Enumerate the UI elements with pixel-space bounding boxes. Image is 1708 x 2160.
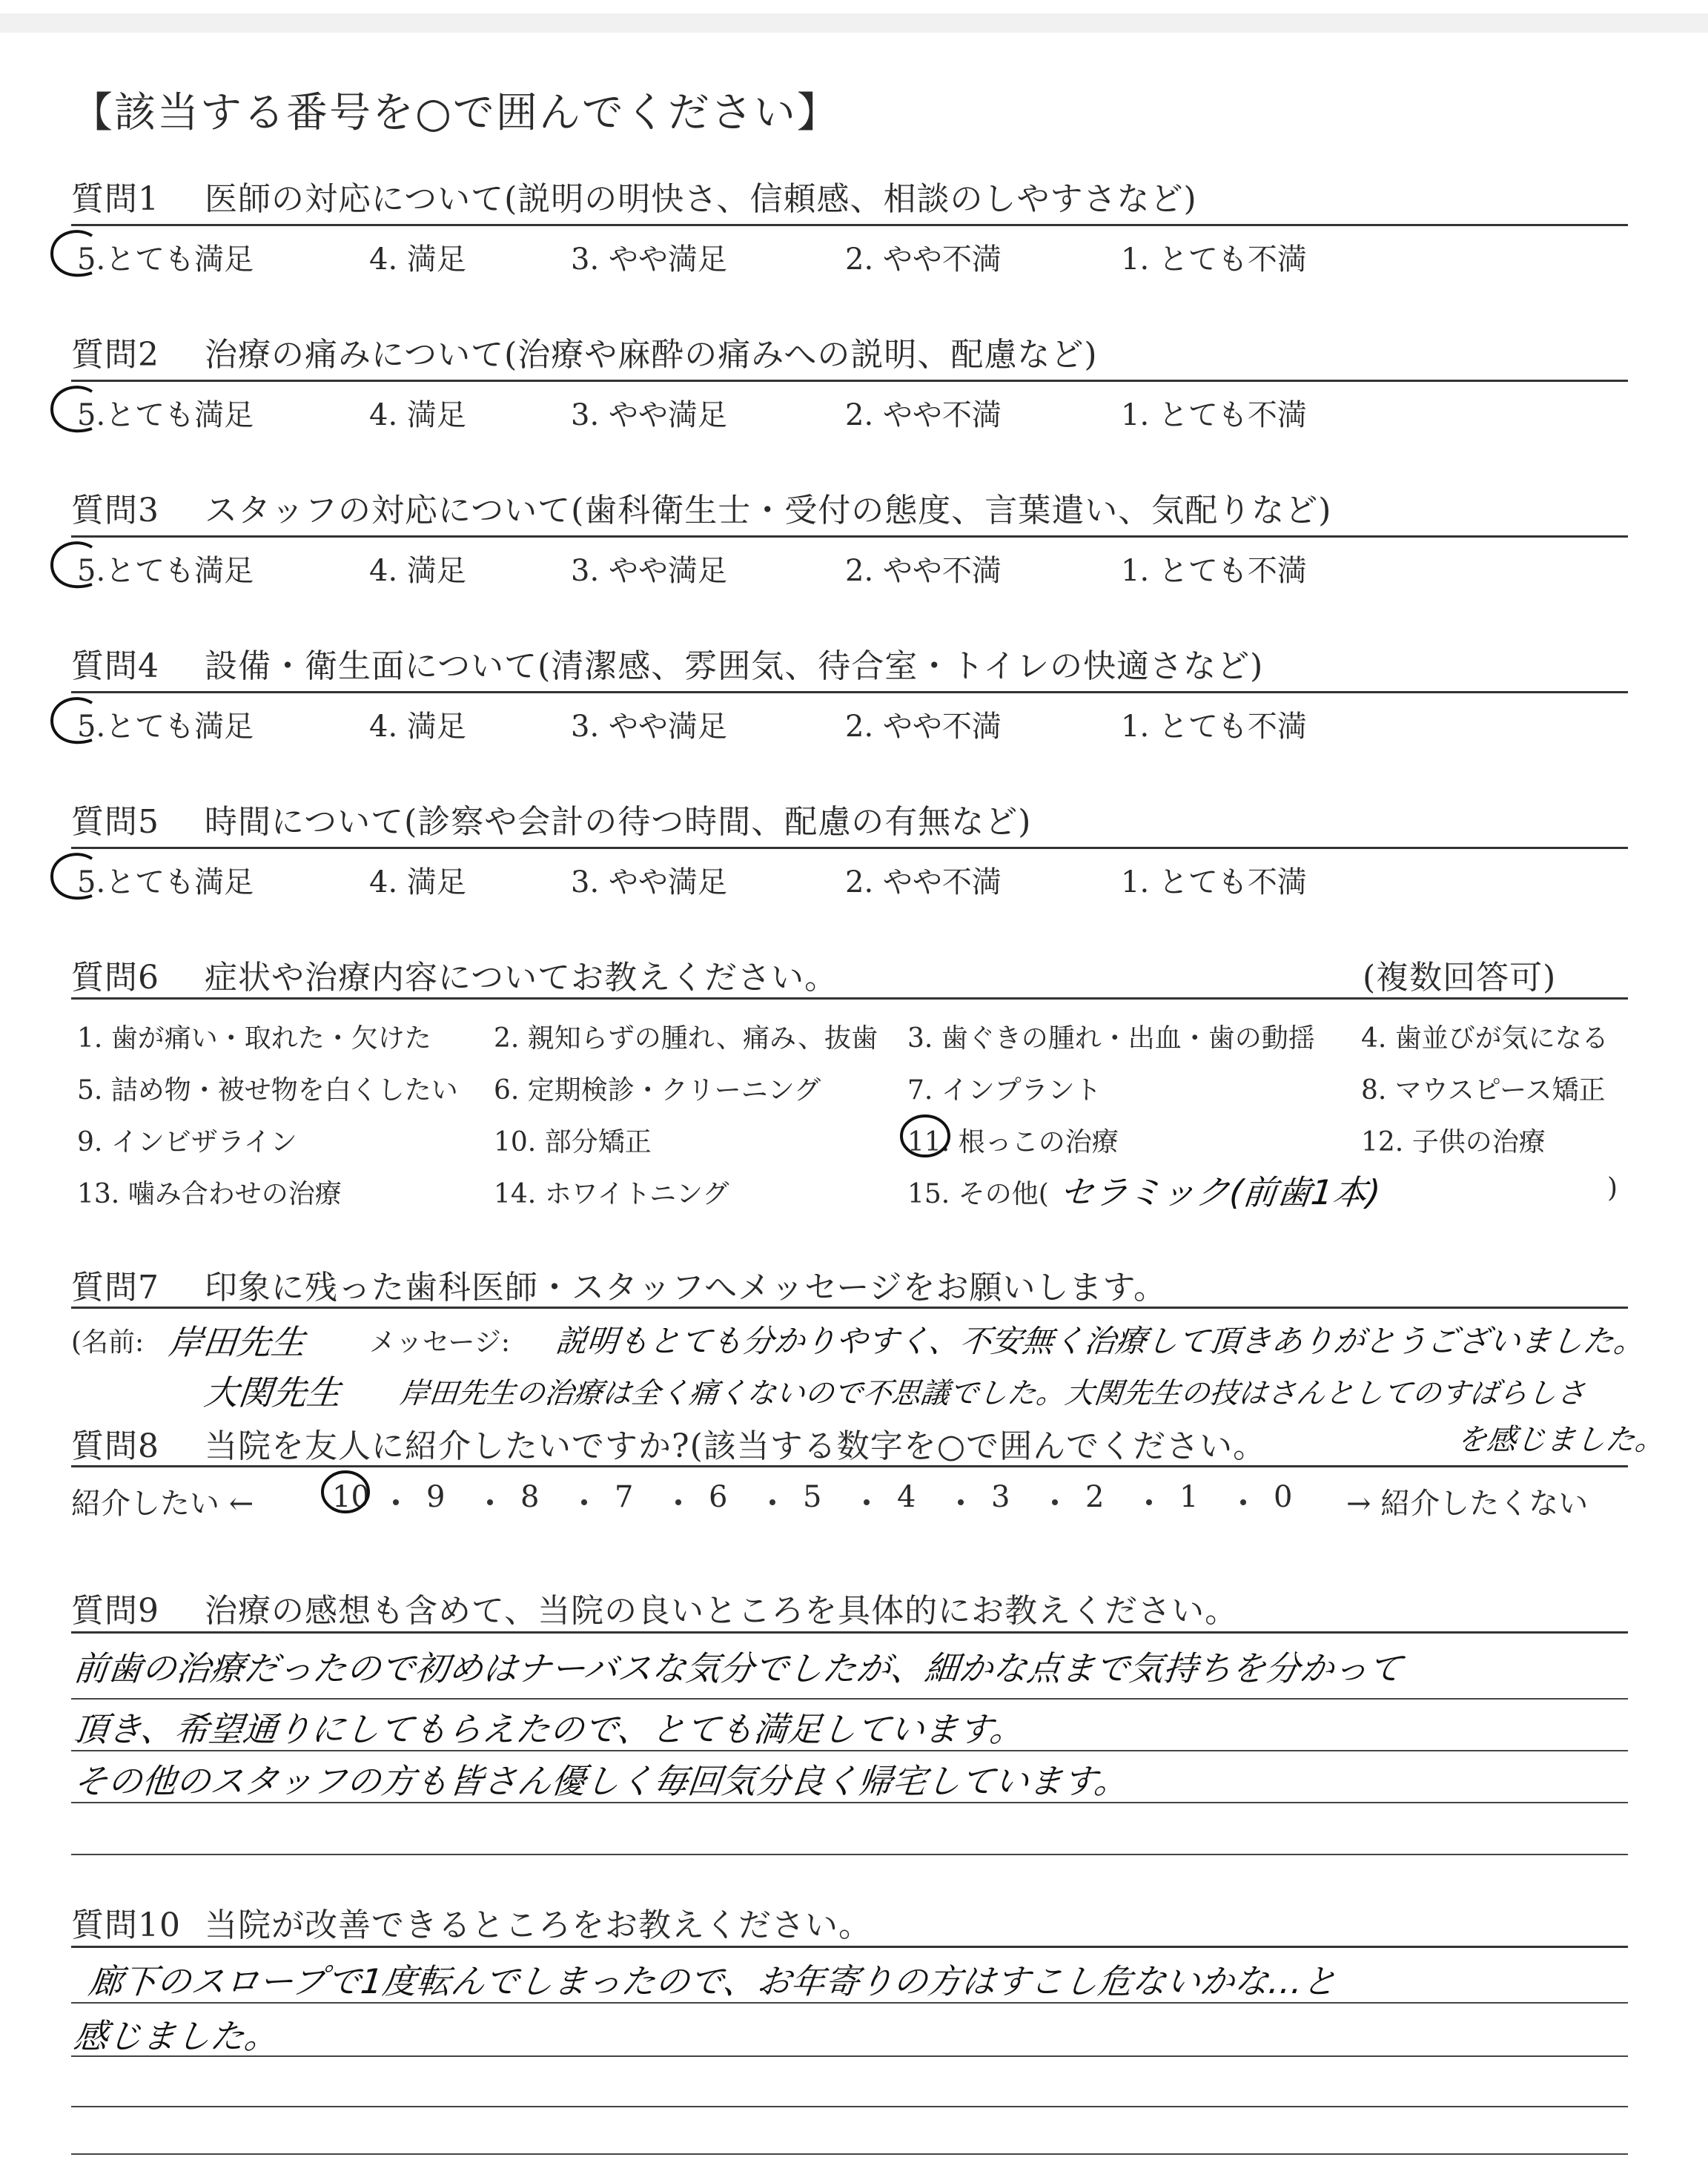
question-label: 質問1: [71, 180, 159, 218]
rating-option[interactable]: 5.とても満足: [77, 865, 254, 899]
rating-option[interactable]: 3. やや満足: [571, 554, 727, 588]
q8-scale-number[interactable]: 6: [709, 1480, 728, 1514]
q6-item[interactable]: 12. 子供の治療: [1361, 1127, 1546, 1157]
q8-scale-separator: [1146, 1499, 1152, 1505]
q8-scale-separator: [1240, 1499, 1246, 1505]
rating-option[interactable]: 5.とても満足: [77, 710, 254, 744]
rating-selection-circle: [46, 535, 105, 595]
rating-option[interactable]: 4. 満足: [369, 398, 466, 432]
rating-option[interactable]: 5.とても満足: [77, 242, 254, 277]
q8-text: 当院を友人に紹介したいですか?(該当する数字を○で囲んでください。: [205, 1427, 1267, 1465]
question-text: 時間について(診察や会計の待つ時間、配慮の有無など): [205, 803, 1032, 841]
q6-item[interactable]: 13. 噛み合わせの治療: [77, 1179, 342, 1209]
q10-line: [71, 2055, 1628, 2057]
q9-line: [71, 1698, 1628, 1700]
q6-item[interactable]: 10. 部分矯正: [494, 1127, 652, 1157]
q6-item[interactable]: 5. 詰め物・被せ物を白くしたい: [77, 1075, 458, 1106]
q7-message-label: メッセージ:: [369, 1327, 510, 1358]
q7-message-line-2: 岸田先生の治療は全く痛くないので不思議でした。大関先生の技はさんとしてのすばらしさ: [398, 1377, 1588, 1410]
q6-item[interactable]: 15. その他(: [907, 1179, 1049, 1209]
q8-scale-separator: [769, 1499, 775, 1505]
rating-option[interactable]: 1. とても不満: [1121, 398, 1307, 432]
rating-option[interactable]: 4. 満足: [369, 554, 466, 588]
q8-scale-separator: [581, 1499, 587, 1505]
q6-item[interactable]: 2. 親知らずの腫れ、痛み、抜歯: [494, 1023, 878, 1054]
page-title: 【該当する番号を○で囲んでください】: [71, 89, 840, 137]
q6-label: 質問6: [71, 959, 159, 997]
q9-text: 治療の感想も含めて、当院の良いところを具体的にお教えください。: [205, 1592, 1239, 1630]
rating-option[interactable]: 3. やや満足: [571, 865, 727, 899]
question-text: 設備・衛生面について(清潔感、雰囲気、待合室・トイレの快適さなど): [205, 647, 1264, 685]
q6-item[interactable]: 8. マウスピース矯正: [1361, 1075, 1606, 1106]
q8-scale-number[interactable]: 4: [897, 1480, 916, 1514]
q6-item[interactable]: 1. 歯が痛い・取れた・欠けた: [77, 1023, 431, 1054]
scan-top-edge: [0, 13, 1708, 33]
rating-option[interactable]: 5.とても満足: [77, 554, 254, 588]
question-text: スタッフの対応について(歯科衛生士・受付の態度、言葉遣い、気配りなど): [205, 492, 1332, 529]
rating-option[interactable]: 1. とても不満: [1121, 242, 1307, 277]
rating-option[interactable]: 2. やや不満: [845, 865, 1002, 899]
q8-scale-number[interactable]: 2: [1085, 1480, 1105, 1514]
q8-label: 質問8: [71, 1427, 159, 1465]
rating-option[interactable]: 4. 満足: [369, 242, 466, 277]
q8-scale-separator: [393, 1499, 399, 1505]
q8-left-label: 紹介したい ←: [71, 1487, 254, 1521]
q9-answer-line-3: その他のスタッフの方も皆さん優しく毎回気分良く帰宅しています。: [71, 1761, 1131, 1801]
rating-option[interactable]: 1. とても不満: [1121, 554, 1307, 588]
q8-scale-number[interactable]: 9: [426, 1480, 446, 1514]
rating-option[interactable]: 1. とても不満: [1121, 710, 1307, 744]
q6-item[interactable]: 9. インビザライン: [77, 1127, 297, 1157]
q6-item[interactable]: 3. 歯ぐきの腫れ・出血・歯の動揺: [907, 1023, 1315, 1054]
q7-rule: [71, 1307, 1628, 1309]
q6-item-selected[interactable]: 11. 根っこの治療: [907, 1127, 1119, 1157]
q8-scale-number[interactable]: 5: [803, 1480, 822, 1514]
question-text: 治療の痛みについて(治療や麻酔の痛みへの説明、配慮など): [205, 336, 1098, 374]
rating-selection-circle: [46, 691, 105, 750]
q8-scale-number[interactable]: 10: [332, 1480, 370, 1514]
q8-scale-number[interactable]: 3: [991, 1480, 1010, 1514]
q8-right-label: → 紹介したくない: [1346, 1487, 1589, 1521]
q7-text: 印象に残った歯科医師・スタッフへメッセージをお願いします。: [205, 1269, 1167, 1307]
q10-line: [71, 2106, 1628, 2107]
question-rule: [71, 380, 1628, 382]
q6-item[interactable]: 4. 歯並びが気になる: [1361, 1023, 1609, 1054]
q8-rule: [71, 1465, 1628, 1467]
q8-scale-separator: [1052, 1499, 1058, 1505]
q9-label: 質問9: [71, 1592, 159, 1630]
question-label: 質問5: [71, 803, 159, 841]
question-rule: [71, 847, 1628, 849]
question-rule: [71, 535, 1628, 538]
rating-option[interactable]: 3. やや満足: [571, 242, 727, 277]
q8-scale-separator: [487, 1499, 493, 1505]
q6-text: 症状や治療内容についてお教えください。: [205, 959, 838, 997]
q7-name-label: (名前:: [71, 1327, 145, 1358]
question-label: 質問4: [71, 647, 159, 685]
rating-option[interactable]: 2. やや不満: [845, 398, 1002, 432]
rating-option[interactable]: 4. 満足: [369, 710, 466, 744]
question-rule: [71, 691, 1628, 693]
rating-option[interactable]: 2. やや不満: [845, 242, 1002, 277]
rating-option[interactable]: 2. やや不満: [845, 710, 1002, 744]
q9-rule: [71, 1631, 1628, 1634]
q6-selection-circle: [898, 1112, 952, 1160]
q7-name-2: 大関先生: [202, 1373, 343, 1413]
q9-answer-line-1: 前歯の治療だったので初めはナーバスな気分でしたが、細かな点まで気持ちを分かって: [71, 1648, 1405, 1688]
q10-answer-line-1: 廊下のスロープで1度転んでしまったので、お年寄りの方はすこし危ないかな…と: [86, 1961, 1339, 2001]
q6-note: (複数回答可): [1363, 959, 1557, 997]
q8-scale-number[interactable]: 0: [1274, 1480, 1293, 1514]
rating-option[interactable]: 5.とても満足: [77, 398, 254, 432]
q9-line: [71, 1854, 1628, 1855]
q8-overflow-handwriting: を感じました。: [1455, 1423, 1667, 1457]
q6-item[interactable]: 14. ホワイトニング: [494, 1179, 729, 1209]
rating-option[interactable]: 2. やや不満: [845, 554, 1002, 588]
q10-label: 質問10: [71, 1906, 181, 1944]
q8-scale-separator: [864, 1499, 870, 1505]
rating-option[interactable]: 4. 満足: [369, 865, 466, 899]
q10-text: 当院が改善できるところをお教えください。: [205, 1906, 872, 1944]
q8-scale-number[interactable]: 8: [520, 1480, 540, 1514]
q6-rule: [71, 997, 1628, 1000]
q8-selection-circle: [319, 1468, 372, 1516]
q7-name-1: 岸田先生: [166, 1322, 308, 1362]
question-rule: [71, 224, 1628, 226]
q10-rule: [71, 1946, 1628, 1948]
q6-close-paren: ): [1607, 1173, 1618, 1203]
q6-other-handwriting: セラミック(前歯1本): [1057, 1172, 1383, 1212]
rating-selection-circle: [46, 380, 105, 439]
q6-item[interactable]: 7. インプラント: [907, 1075, 1102, 1106]
q10-answer-line-2: 感じました。: [71, 2016, 281, 2056]
q8-scale-separator: [675, 1499, 681, 1505]
rating-selection-circle: [46, 224, 105, 283]
q7-message-line-1: 説明もとても分かりやすく、不安無く治療して頂きありがとうございました。: [554, 1323, 1647, 1359]
rating-option[interactable]: 3. やや満足: [571, 710, 727, 744]
question-label: 質問2: [71, 336, 159, 374]
question-text: 医師の対応について(説明の明快さ、信頼感、相談のしやすさなど): [205, 180, 1197, 218]
rating-selection-circle: [46, 847, 105, 906]
rating-option[interactable]: 3. やや満足: [571, 398, 727, 432]
q8-scale-number[interactable]: 1: [1179, 1480, 1199, 1514]
question-label: 質問3: [71, 492, 159, 529]
q8-scale-number[interactable]: 7: [615, 1480, 634, 1514]
q10-line: [71, 2153, 1628, 2155]
q8-scale-separator: [958, 1499, 964, 1505]
q9-answer-line-2: 頂き、希望通りにしてもらえたので、とても満足しています。: [71, 1709, 1027, 1749]
q6-item[interactable]: 6. 定期検診・クリーニング: [494, 1075, 821, 1106]
rating-option[interactable]: 1. とても不満: [1121, 865, 1307, 899]
q7-label: 質問7: [71, 1269, 159, 1307]
